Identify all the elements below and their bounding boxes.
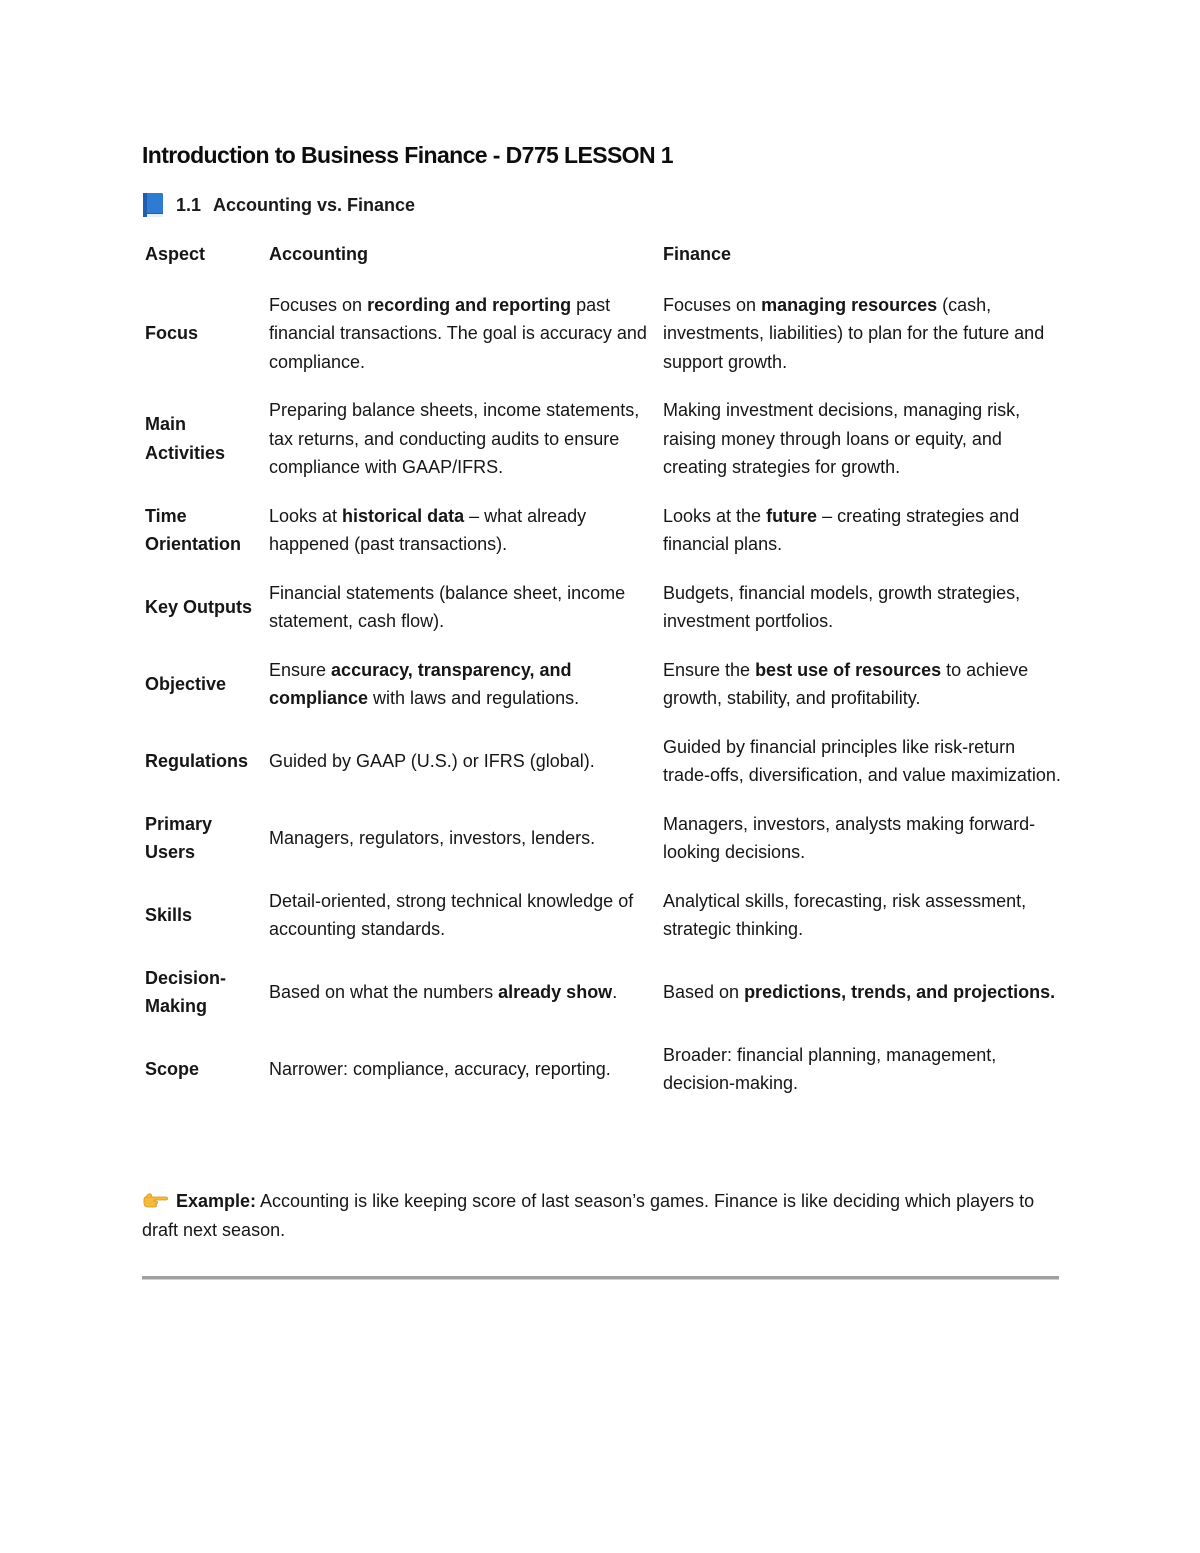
emphasized-text: future [766, 505, 818, 526]
accounting-cell [266, 1031, 660, 1108]
cell-text: – creating strategies and financial plans. [663, 505, 1020, 554]
finance-cell [660, 877, 1062, 954]
table-row [142, 954, 1062, 1031]
row-aspect-label: Regulations [145, 750, 249, 771]
horizontal-rule [142, 1276, 1059, 1280]
finance-cell [660, 492, 1062, 569]
row-aspect-label: Decision-Making [145, 967, 227, 1016]
finance-cell [660, 569, 1062, 646]
finance-cell [660, 800, 1062, 877]
table-row [142, 723, 1062, 800]
accounting-cell [266, 877, 660, 954]
column-header-finance: Finance [663, 244, 732, 264]
row-aspect-label: Scope [145, 1058, 200, 1079]
cell-text: Managers, investors, analysts making forward-looking decisions. [663, 813, 1036, 862]
cell-text: Analytical skills, forecasting, risk assessment, strategic thinking. [663, 890, 1027, 939]
row-aspect-label: Objective [145, 673, 227, 694]
accounting-cell [266, 646, 660, 723]
cell-text: Guided by GAAP (U.S.) or IFRS (global). [269, 750, 595, 771]
row-aspect-label: Focus [145, 323, 199, 343]
section-number: 1.1 [176, 194, 202, 215]
cell-text: with laws and regulations. [368, 688, 580, 708]
finance-cell [660, 281, 1062, 387]
example-text: Accounting is like keeping score of last season’s games. Finance is like deciding which players to draft next season. [142, 1191, 1035, 1240]
table-row [142, 569, 1062, 646]
cell-text: (cash, investments, liabilities) to plan for the future and support growth. [663, 294, 1045, 372]
column-header-accounting: Accounting [269, 244, 368, 264]
table-header-row [142, 228, 1062, 281]
finance-cell [660, 723, 1062, 800]
cell-text: Looks at the [663, 505, 767, 526]
table-row [142, 386, 1062, 492]
cell-text: Making investment decisions, managing risk, raising money through loans or equity, and creating strategies for growth. [663, 400, 1021, 477]
cell-text: Ensure the [663, 659, 756, 680]
cell-text: Managers, regulators, investors, lenders. [269, 827, 596, 848]
section-title: Accounting vs. Finance [213, 194, 416, 215]
accounting-cell [266, 954, 660, 1031]
row-aspect-label: Primary Users [145, 813, 213, 862]
row-aspect-label: Key Outputs [145, 596, 253, 617]
cell-text: Guided by financial principles like risk-return trade-offs, diversification, and value maximization. [663, 736, 1061, 785]
cell-text: Based on what the numbers [269, 981, 499, 1002]
document-title: Introduction to Business Finance - D775 LESSON 1 [142, 142, 673, 168]
table-row [142, 800, 1062, 877]
accounting-cell [266, 569, 660, 646]
emphasized-text: predictions, trends, and projections. [744, 981, 1056, 1002]
cell-text: Budgets, financial models, growth strategies, investment portfolios. [663, 582, 1021, 631]
cell-text: past financial transactions. The goal is accuracy and compliance. [269, 294, 647, 372]
column-header-aspect: Aspect [145, 244, 206, 264]
table-row [142, 281, 1062, 387]
cell-text: Looks at [269, 505, 343, 526]
accounting-cell [266, 281, 660, 387]
cell-text: – what already happened (past transactions). [269, 505, 587, 554]
example-paragraph [142, 1187, 1042, 1244]
cell-text: Focuses on [269, 294, 368, 315]
table-row [142, 492, 1062, 569]
pointing-hand-icon [142, 1190, 168, 1210]
example-label: Example: [176, 1191, 257, 1211]
emphasized-text: historical data [342, 505, 465, 526]
accounting-cell [266, 723, 660, 800]
finance-cell [660, 386, 1062, 492]
emphasized-text: already show [498, 981, 613, 1002]
comparison-table [142, 228, 1062, 1108]
emphasized-text: recording and reporting [367, 294, 572, 315]
cell-text: Focuses on [663, 294, 762, 315]
table-body [142, 281, 1062, 1108]
cell-text: to achieve growth, stability, and profitability. [663, 659, 1029, 708]
cell-text: . [612, 981, 618, 1002]
emphasized-text: accuracy, transparency, and compliance [269, 659, 572, 708]
accounting-cell [266, 386, 660, 492]
emphasized-text: managing resources [761, 294, 938, 315]
cell-text: Based on [663, 981, 745, 1002]
finance-cell [660, 646, 1062, 723]
row-aspect-label: Time Orientation [145, 505, 242, 554]
table-row [142, 1031, 1062, 1108]
row-aspect-label: Skills [145, 904, 193, 925]
accounting-cell [266, 800, 660, 877]
row-aspect-label: Main Activities [145, 414, 226, 463]
cell-text: Broader: financial planning, management, decision-making. [663, 1044, 997, 1093]
table-row [142, 877, 1062, 954]
cell-text: Financial statements (balance sheet, income statement, cash flow). [269, 582, 626, 631]
cell-text: Preparing balance sheets, income statements, tax returns, and conducting audits to ensure compliance with GAAP/IFRS. [269, 400, 640, 477]
emphasized-text: best use of resources [755, 659, 942, 680]
accounting-cell [266, 492, 660, 569]
cell-text: Detail-oriented, strong technical knowledge of accounting standards. [269, 890, 634, 939]
cell-text: Ensure [269, 659, 332, 680]
section-heading [142, 192, 415, 218]
cell-text: Narrower: compliance, accuracy, reporting. [269, 1058, 611, 1079]
blue-book-icon [142, 192, 164, 218]
finance-cell [660, 954, 1062, 1031]
table-row [142, 646, 1062, 723]
finance-cell [660, 1031, 1062, 1108]
